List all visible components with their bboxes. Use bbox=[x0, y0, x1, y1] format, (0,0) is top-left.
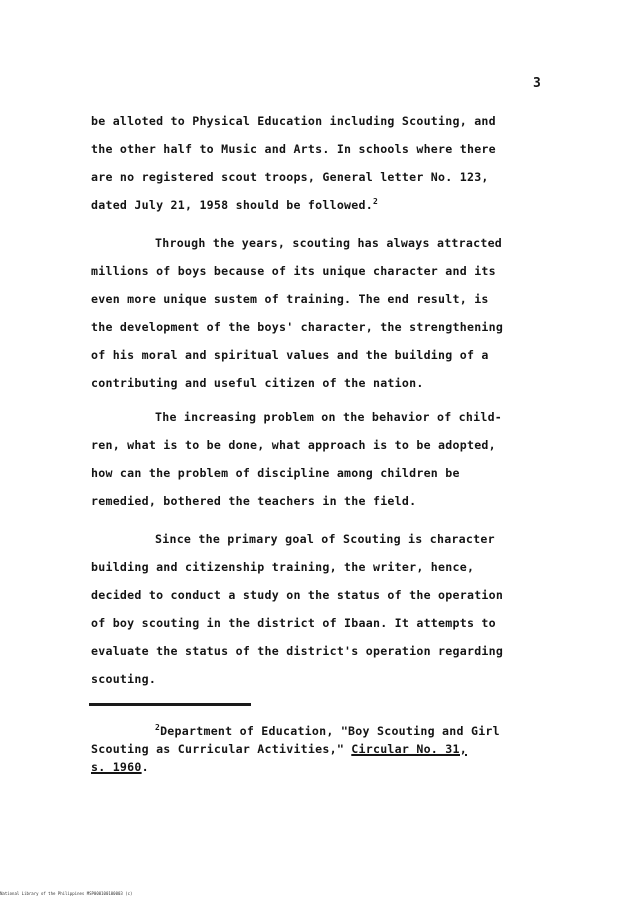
text-line bbox=[91, 198, 378, 212]
footnote-citation: s. 1960 bbox=[91, 760, 142, 774]
text-line: scouting. bbox=[91, 672, 157, 686]
text-line: of boy scouting in the district of Ibaan. It attempts to bbox=[91, 616, 496, 630]
text-line: the other half to Music and Arts. In schools where there bbox=[91, 142, 496, 156]
text-line: The increasing problem on the behavior of child- bbox=[155, 410, 503, 424]
text-line: ren, what is to be done, what approach is to be adopted, bbox=[91, 438, 496, 452]
text-line: Since the primary goal of Scouting is character bbox=[155, 532, 495, 546]
footnote-number: 2 bbox=[155, 723, 161, 733]
text-span: dated July 21, 1958 should be followed. bbox=[91, 198, 373, 212]
footnote-line-2 bbox=[91, 742, 467, 756]
text-line: be alloted to Physical Education including Scouting, and bbox=[91, 114, 496, 128]
footnote-text: Scouting as Curricular Activities," bbox=[91, 742, 352, 756]
text-line: the development of the boys' character, the strengthening bbox=[91, 320, 504, 334]
text-line: evaluate the status of the district's operation regarding bbox=[91, 644, 504, 658]
footnote-line-1 bbox=[91, 724, 500, 738]
footnote-line-3 bbox=[91, 760, 149, 774]
footnote-reference: 2 bbox=[372, 197, 379, 207]
text-line: are no registered scout troops, General letter No. 123, bbox=[91, 170, 489, 184]
footnote-separator bbox=[89, 703, 251, 706]
footnote-text: . bbox=[141, 760, 149, 774]
text-line: building and citizenship training, the writer, hence, bbox=[91, 560, 475, 574]
text-line: even more unique sustem of training. The end result, is bbox=[91, 292, 489, 306]
footnote-citation: Circular No. 31, bbox=[351, 742, 467, 756]
text-line: millions of boys because of its unique character and its bbox=[91, 264, 496, 278]
page-number: 3 bbox=[533, 76, 541, 91]
text-line: how can the problem of discipline among children be bbox=[91, 466, 460, 480]
text-line: Through the years, scouting has always attracted bbox=[155, 236, 503, 250]
text-line: contributing and useful citizen of the nation. bbox=[91, 376, 424, 390]
text-line: of his moral and spiritual values and the building of a bbox=[91, 348, 489, 362]
footnote-text: Department of Education, "Boy Scouting and Girl bbox=[160, 724, 500, 738]
text-line: remedied, bothered the teachers in the field. bbox=[91, 494, 417, 508]
library-stamp: National Library of the Philippines MSP000100100003 (c) bbox=[0, 891, 133, 896]
text-line: decided to conduct a study on the status of the operation bbox=[91, 588, 504, 602]
